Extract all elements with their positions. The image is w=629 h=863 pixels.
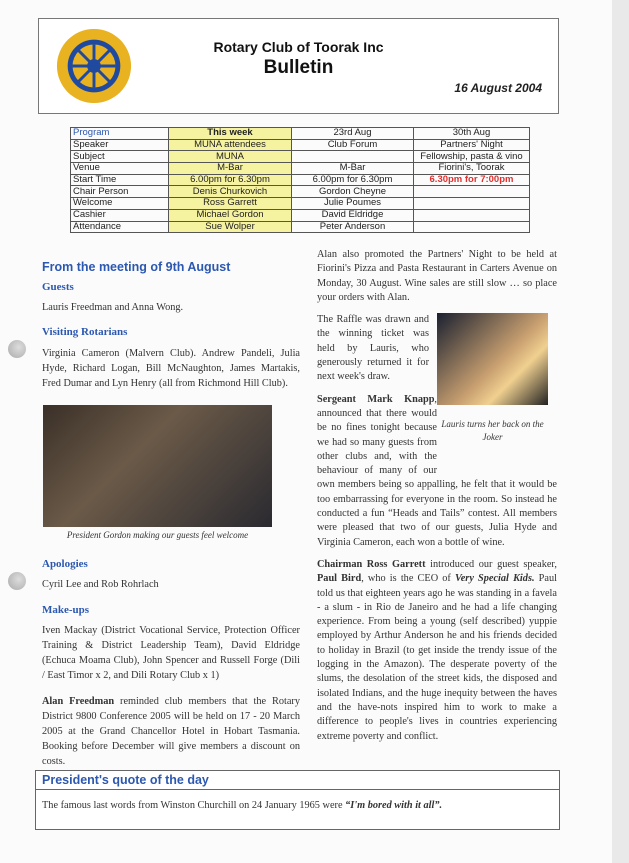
table-cell: Peter Anderson [292,221,414,233]
text: , announced that there would be no fines tonight because we had so many guests from other clubs and, with the behaviour of many of our own members being so appalling, he felt that it would be too embarrassing for everyone in the room. So instead he conducted a fun “Heads and Tails” contest. All members were pleased that two of our guests, Julia Hyde and Virginia Cameron, each won a bottle of wine. [317,393,557,548]
apologies-text: Cyril Lee and Rob Rohrlach [42,579,159,591]
table-cell: Club Forum [292,139,414,151]
table-row [71,163,530,175]
name: Alan Freedman [42,695,115,707]
table-row [71,186,530,198]
text: Paul told us that eighteen years ago he was standing in a favela - a slum - in Rio de Janeiro and he had a life changing experience. From being a young (self described) yuppie employed by Arthur Anderson he and his friends decided to holiday in Brazil (to get inside the trendy issue of the logging in the Amazon). The desperate poverty of the slums, the desolation of the street kids, the disposed and isolated Indians, and the huge inequity between the haves and the have-nots inspired him to work to make a difference to people's lives in countries experiencing extreme poverty and conflict. [317,573,557,742]
table-cell: M-Bar [292,163,414,175]
photo-caption: Lauris turns her back on the Joker [441,419,544,442]
table-header: 23rd Aug [292,128,414,140]
table-header: This week [169,128,292,140]
program-table [70,127,530,233]
table-cell: Gordon Cheyne [292,186,414,198]
table-cell [292,151,414,163]
table-cell: Chair Person [71,186,169,198]
table-cell: Speaker [71,139,169,151]
table-cell: Attendance [71,221,169,233]
makeups-text: Iven Mackay (District Vocational Service, Protection Officer Training & District Leadership Team), David Eldridge (Echuca Moama Club), John Spencer and Russell Forge (Dili / East Timor x 2, and Dili Rotary Club x 1) [42,624,300,682]
organization: Very Special Kids. [455,573,535,585]
table-cell [414,221,530,233]
table-cell [414,209,530,221]
club-name: Rotary Club of Toorak Inc [213,39,384,55]
text: , who is the CEO of [361,573,456,585]
table-row [71,151,530,163]
table-cell: Welcome [71,198,169,210]
table-cell: MUNA attendees [169,139,292,151]
right-column [317,248,557,752]
table-header-row [71,128,530,140]
visiting-text: Virginia Cameron (Malvern Club). Andrew Pandeli, Julia Hyde, Richard Logan, Bill McNaughton, James Martakis, Fred Dumar and Lyn Henry (all from Richmond Hill Club). [42,347,300,390]
president-photo [43,405,272,527]
table-row [71,209,530,221]
text: reminded club members that the Rotary District 9800 Conference 2005 will be held on 17 - 20 March 2005 at the Grand Chancellor Hotel in Hobart Tasmania. Booking before December will give members a discount on costs. [42,695,300,768]
bulletin-header [38,18,559,114]
table-cell [414,198,530,210]
quote-text [36,790,559,821]
table-cell: Sue Wolper [169,221,292,233]
table-cell: M-Bar [169,163,292,175]
guests-heading: Guests [42,281,74,293]
table-cell: Julie Poumes [292,198,414,210]
table-cell: 6.00pm for 6.30pm [292,174,414,186]
quote-box [35,770,560,830]
sergeant-paragraph [317,393,557,550]
punch-hole [8,572,26,590]
table-row [71,174,530,186]
table-cell: Michael Gordon [169,209,292,221]
apologies-heading: Apologies [42,558,88,571]
photo-caption: President Gordon making our guests feel welcome [66,530,249,540]
table-cell [414,186,530,198]
text: The famous last words from Winston Churchill on 24 January 1965 were [42,800,346,811]
section-title: From the meeting of 9th August [42,260,231,274]
visiting-heading: Visiting Rotarians [42,326,128,339]
speaker-paragraph [317,558,557,744]
bulletin-title: Bulletin [263,57,334,78]
alan-paragraph [42,694,300,770]
name: Chairman Ross Garrett [317,558,426,570]
table-row [71,139,530,151]
table-cell: Subject [71,151,169,163]
table-cell: Denis Churkovich [169,186,292,198]
makeups-heading: Make-ups [42,603,90,616]
table-cell: Fiorini's, Toorak [414,163,530,175]
table-cell: David Eldridge [292,209,414,221]
bulletin-date: 16 August 2004 [454,81,542,95]
raffle-paragraph: The Raffle was drawn and the winning ticket was held by Lauris, who generously returned it for next week's draw. [317,314,429,383]
partners-night-paragraph: Alan also promoted the Partners' Night to be held at Fiorini's Pizza and Pasta Restaurant in Carters Avenue on Monday, 30 August. Wine sales are still slow … so place your orders with Alan. [317,249,557,303]
text: introduced our guest speaker, [425,558,558,570]
guests-text: Lauris Freedman and Anna Wong. [42,302,184,314]
quote-title: President's quote of the day [36,771,559,790]
quote: “I'm bored with it all”. [345,800,443,811]
table-row [71,221,530,233]
table-cell: Fellowship, pasta & vino [414,151,530,163]
table-header: 30th Aug [414,128,530,140]
table-header: Program [71,128,169,140]
table-cell: Partners' Night [414,139,530,151]
table-cell: MUNA [169,151,292,163]
table-cell: Venue [71,163,169,175]
table-cell: Cashier [71,209,169,221]
name: Sergeant Mark Knapp [317,393,435,405]
punch-hole [8,340,26,358]
table-cell: Ross Garrett [169,198,292,210]
speaker-name: Paul Bird [317,573,362,585]
table-cell: 6.00pm for 6.30pm [169,174,292,186]
table-cell: Start Time [71,174,169,186]
table-row [71,198,530,210]
table-cell: 6.30pm for 7:00pm [414,174,530,186]
